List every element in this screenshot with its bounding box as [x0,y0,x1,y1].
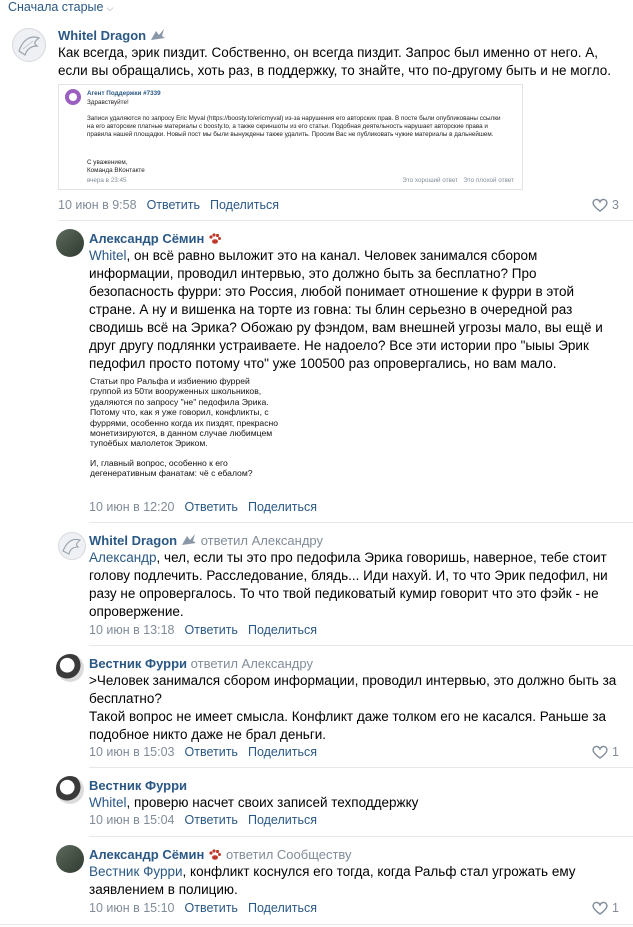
share-button[interactable]: Поделиться [247,813,317,827]
avatar[interactable] [56,229,84,257]
share-button[interactable]: Поделиться [247,623,317,637]
comment-author[interactable]: Вестник Фурри ответил Александру [89,656,313,671]
comment-author[interactable]: Whitel Dragon [58,28,166,45]
support-signature: С уважением, Команда ВКонтакте [87,159,145,174]
reply-button[interactable]: Ответить [184,500,238,514]
comment-date[interactable]: 10 июн в 13:18 [89,623,175,637]
sort-toggle[interactable] [8,0,113,14]
comment-meta [89,623,327,637]
support-body: Записи удаляются по запросу Eric Myval (https://boosty.to/ericmyval) из-за нарушения его авторских прав. В посте были опубликованы ссылки на его авторские платные материалы с boosty.to, а также скриншоты из его статьи. Подобная деятельность нарушает авторские права и правила нашей площадки. Новый пост мы были вынуждены также удалить. Просим Вас не публиковать чужие материалы в дальнейшем. [87,115,501,138]
reply-button[interactable]: Ответить [184,901,238,915]
quote-paragraph: Статьи про Ральфа и избиению фуррей группой из 50ти вооруженных школьников, удаляются по запросу "не" педофила Эрика. Потому что, как я уже говорил, конфликты, с фуррями, особенно когда их пиздят, прекрасно монетизируются, в данном случае любимцем тупоёбых малолеток Эриком. [90,376,279,449]
mention-link[interactable]: Вестник Фурри [89,864,183,879]
divider [89,522,633,523]
reply-to-label[interactable]: ответил Александру [200,533,324,548]
support-reply-screenshot[interactable] [58,84,523,190]
mention-link[interactable]: Whitel [89,795,127,810]
comment-author[interactable]: Вестник Фурри [89,778,188,793]
comment-author[interactable]: Whitel Dragon ответил Александру [89,533,324,548]
support-agent-name: Агент Поддержки #7339 [87,90,161,97]
comment-text: Whitel, проверю насчет своих записей техподдержку [89,795,419,810]
comment-text: Вестник Фурри, конфликт коснулся его тогда, когда Ральф стал угрожать ему заявлением в полицию. [89,864,576,897]
comment-text: Александр, чел, если ты это про педофила Эрика говоришь, наверное, тебе стоит голову подлечить. Расследование, блядь... Иди нахуй. И, то что Эрик педофил, ни разу не опровергалось. То что твой педиковатый кумир говорит что это фэйк - не опровержение. [89,550,608,619]
quote-image[interactable] [90,376,280,492]
heart-icon [592,901,608,915]
heart-icon [592,198,608,212]
mention-link[interactable]: Whitel [89,248,127,263]
reply-button[interactable]: Ответить [146,198,200,212]
divider [58,220,633,221]
mention-link[interactable]: Александр [89,550,157,565]
comment-date[interactable]: 10 июн в 15:10 [89,901,175,915]
dragon-badge-icon [150,28,166,45]
paw-badge-icon [208,849,222,864]
heart-icon [592,745,608,759]
reply-to-label[interactable]: ответил Александру [190,656,313,671]
comment-date[interactable]: 10 июн в 15:04 [89,813,175,827]
support-date: вчера в 23:45 [87,177,127,184]
comment-meta [89,901,327,915]
divider [89,836,633,837]
avatar[interactable] [56,654,84,682]
comment-date[interactable]: 10 июн в 12:20 [89,500,175,514]
avatar[interactable] [12,28,46,62]
like-button[interactable]: 3 [592,198,619,212]
reply-button[interactable]: Ответить [184,623,238,637]
comment-meta [89,745,327,759]
sort-label: Сначала старые [8,0,104,14]
paw-badge-icon [208,233,222,248]
comment-author[interactable]: Александр Сёмин ответил Сообществу [89,847,352,862]
chevron-down-icon: ⌵ [106,3,114,13]
comment-author[interactable]: Александр Сёмин [89,231,222,248]
comment-text: Как всегда, эрик пиздит. Собственно, он всегда пиздит. Запрос был именно от него. А, если вы обращались, хоть раз, в поддержку, то знайте, что по-другому быть и не могло. [58,45,611,78]
comment-text: Whitel, он всё равно выложит это на канал. Человек занимался сбором информации, проводил интервью, это должно быть за бесплатно? Про безопасность фурри: это Россия, любой понимает отношение к фурри в этой стране. А ну и вишенка на торте из говна: ты блин серьезно в очередной раз сводишь всё на Эрика? Обожаю ру фэндом, вам внешней угрозы мало, вы ещё и друг другу подлянки устраиваете. Не надоело? Все эти истории про "ыыы Эрик педофил просто потому что" уже 100500 раз опровергались, но вам мало. [89,248,603,371]
support-greeting: Здравствуйте! [87,99,129,106]
comment-date[interactable]: 10 июн в 9:58 [58,198,137,212]
share-button[interactable]: Поделиться [247,500,317,514]
comment-meta [89,500,327,514]
reply-to-label[interactable]: ответил Сообществу [226,847,352,862]
comment-date[interactable]: 10 июн в 15:03 [89,745,175,759]
share-button[interactable]: Поделиться [247,745,317,759]
comment-meta [58,198,289,212]
divider [89,767,633,768]
like-button[interactable]: 1 [592,901,619,915]
support-agent-avatar [65,89,81,105]
dragon-badge-icon [181,533,197,550]
comment-meta [89,813,327,827]
quote-paragraph: И, главный вопрос, особенно к его дегенеративным фанатам: чё с ебалом? [90,457,253,479]
avatar[interactable] [56,845,84,873]
comment-text: >Человек занимался сбором информации, проводил интервью, это должно быть за бесплатно? Такой вопрос не имеет смысла. Конфликт даже толком его не касался. Раньше за подобное никто даже не брал деньги. [89,673,617,742]
share-button[interactable]: Поделиться [247,901,317,915]
reply-button[interactable]: Ответить [184,813,238,827]
share-button[interactable]: Поделиться [210,198,280,212]
support-rating: Это хороший ответ Это плохой ответ [402,177,514,184]
divider [0,924,633,925]
avatar[interactable] [56,776,84,804]
reply-button[interactable]: Ответить [184,745,238,759]
avatar[interactable] [58,532,86,560]
divider [89,645,633,646]
like-button[interactable]: 1 [592,745,619,759]
